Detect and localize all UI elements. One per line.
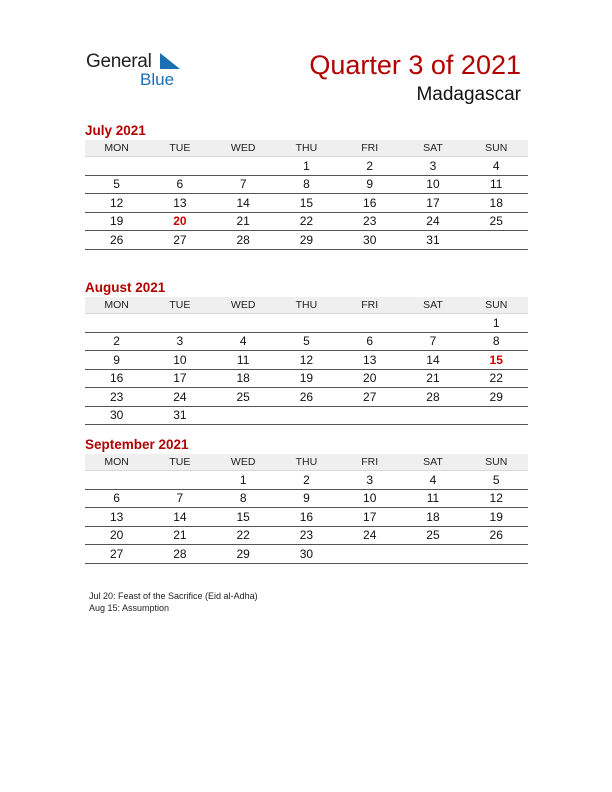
weekday-fri: FRI bbox=[361, 456, 379, 468]
day-cell: 22 bbox=[299, 214, 314, 229]
day-cell: 31 bbox=[426, 232, 440, 247]
week-row bbox=[85, 231, 528, 250]
week-row bbox=[85, 471, 528, 490]
day-cell: 16 bbox=[109, 371, 124, 386]
day-cell: 1 bbox=[303, 158, 310, 173]
day-cell: 26 bbox=[489, 528, 503, 543]
day-cell: 23 bbox=[299, 528, 314, 543]
day-cell: 25 bbox=[236, 389, 250, 404]
day-cell: 2 bbox=[113, 334, 120, 349]
day-cell: 13 bbox=[363, 352, 377, 367]
day-cell: 4 bbox=[492, 158, 500, 173]
day-cell: 29 bbox=[299, 232, 314, 247]
day-cell: 19 bbox=[299, 371, 314, 386]
day-cell: 26 bbox=[299, 389, 314, 404]
week-row bbox=[85, 370, 528, 389]
day-cell: 30 bbox=[109, 408, 124, 423]
weekday-sat: SAT bbox=[423, 456, 443, 468]
day-cell: 9 bbox=[113, 352, 120, 367]
month-title: September 2021 bbox=[85, 437, 189, 452]
weekday-mon: MON bbox=[104, 456, 129, 468]
day-cell: 21 bbox=[173, 528, 187, 543]
month-july bbox=[85, 122, 528, 250]
week-row bbox=[85, 314, 528, 333]
day-cell: 8 bbox=[492, 334, 500, 349]
day-cell: 21 bbox=[236, 214, 250, 229]
weekday-sun: SUN bbox=[485, 299, 508, 311]
weekday-thu: THU bbox=[295, 299, 318, 311]
weekday-header-row bbox=[85, 454, 528, 471]
day-cell: 11 bbox=[236, 352, 250, 367]
day-cell: 22 bbox=[236, 528, 250, 543]
weekday-thu: THU bbox=[295, 456, 318, 468]
weekday-wed: WED bbox=[230, 142, 256, 154]
day-cell: 24 bbox=[426, 214, 440, 229]
day-cell: 10 bbox=[173, 352, 187, 367]
weekday-wed: WED bbox=[230, 456, 256, 468]
week-row bbox=[85, 545, 528, 564]
day-cell: 9 bbox=[366, 177, 374, 192]
day-cell: 20 bbox=[109, 528, 124, 543]
day-cell: 7 bbox=[176, 491, 184, 506]
day-cell: 6 bbox=[366, 334, 374, 349]
day-cell: 3 bbox=[176, 334, 184, 349]
day-cell: 4 bbox=[239, 334, 247, 349]
day-cell: 17 bbox=[426, 195, 440, 210]
holiday-day-cell: 20 bbox=[173, 214, 187, 229]
weekday-sat: SAT bbox=[423, 299, 443, 311]
day-cell: 1 bbox=[492, 315, 500, 330]
day-cell: 18 bbox=[236, 371, 250, 386]
day-cell: 27 bbox=[109, 546, 124, 561]
day-cell: 11 bbox=[426, 491, 440, 506]
day-cell: 29 bbox=[236, 546, 250, 561]
day-cell: 8 bbox=[303, 177, 310, 192]
week-row bbox=[85, 388, 528, 407]
week-row bbox=[85, 407, 528, 426]
day-cell: 28 bbox=[173, 546, 187, 561]
logo-general-text: General bbox=[86, 51, 152, 72]
week-row bbox=[85, 176, 528, 195]
day-cell: 5 bbox=[492, 472, 500, 487]
day-cell: 5 bbox=[303, 334, 310, 349]
day-cell: 30 bbox=[299, 546, 314, 561]
day-cell: 3 bbox=[366, 472, 374, 487]
day-cell: 10 bbox=[426, 177, 440, 192]
day-cell: 12 bbox=[299, 352, 314, 367]
week-row bbox=[85, 213, 528, 232]
day-cell: 10 bbox=[363, 491, 377, 506]
day-cell: 24 bbox=[173, 389, 187, 404]
day-cell: 18 bbox=[489, 195, 503, 210]
day-cell: 2 bbox=[303, 472, 310, 487]
day-cell: 23 bbox=[363, 214, 377, 229]
day-cell: 17 bbox=[173, 371, 187, 386]
holiday-note: Jul 20: Feast of the Sacrifice (Eid al-Adha) bbox=[89, 591, 258, 601]
weekday-mon: MON bbox=[104, 142, 129, 154]
logo-blue-text: Blue bbox=[140, 70, 175, 89]
week-row bbox=[85, 333, 528, 352]
day-cell: 8 bbox=[239, 491, 247, 506]
weekday-sun: SUN bbox=[485, 456, 508, 468]
week-rows bbox=[85, 471, 528, 564]
day-cell: 7 bbox=[239, 177, 247, 192]
weekday-header-row bbox=[85, 297, 528, 314]
day-cell: 23 bbox=[109, 389, 124, 404]
day-cell: 20 bbox=[363, 371, 377, 386]
day-cell: 19 bbox=[489, 509, 503, 524]
day-cell: 2 bbox=[366, 158, 374, 173]
weekday-tue: TUE bbox=[169, 456, 191, 468]
day-cell: 6 bbox=[176, 177, 184, 192]
day-cell: 7 bbox=[429, 334, 437, 349]
month-august bbox=[85, 279, 528, 425]
day-cell: 1 bbox=[239, 472, 247, 487]
day-cell: 3 bbox=[429, 158, 437, 173]
day-cell: 15 bbox=[236, 509, 250, 524]
weekday-sat: SAT bbox=[423, 142, 443, 154]
day-cell: 11 bbox=[489, 177, 503, 192]
day-cell: 27 bbox=[173, 232, 187, 247]
day-cell: 13 bbox=[173, 195, 187, 210]
day-cell: 14 bbox=[236, 195, 250, 210]
week-rows bbox=[85, 157, 528, 250]
weekday-fri: FRI bbox=[361, 299, 379, 311]
day-cell: 16 bbox=[363, 195, 377, 210]
holiday-day-cell: 15 bbox=[489, 352, 503, 367]
day-cell: 14 bbox=[426, 352, 440, 367]
day-cell: 24 bbox=[363, 528, 377, 543]
month-title: August 2021 bbox=[85, 280, 166, 295]
weekday-header-row bbox=[85, 140, 528, 157]
week-row bbox=[85, 157, 528, 176]
day-cell: 29 bbox=[489, 389, 503, 404]
day-cell: 31 bbox=[173, 408, 187, 423]
day-cell: 19 bbox=[109, 214, 124, 229]
week-row bbox=[85, 351, 528, 370]
day-cell: 27 bbox=[363, 389, 377, 404]
week-row bbox=[85, 490, 528, 509]
week-row bbox=[85, 508, 528, 527]
weekday-tue: TUE bbox=[169, 299, 191, 311]
weekday-sun: SUN bbox=[485, 142, 508, 154]
day-cell: 12 bbox=[109, 195, 124, 210]
weekday-tue: TUE bbox=[169, 142, 191, 154]
day-cell: 21 bbox=[426, 371, 440, 386]
generalblue-logo bbox=[86, 51, 196, 91]
day-cell: 17 bbox=[363, 509, 377, 524]
day-cell: 9 bbox=[303, 491, 310, 506]
day-cell: 6 bbox=[113, 491, 120, 506]
month-title: July 2021 bbox=[85, 123, 146, 138]
day-cell: 26 bbox=[109, 232, 124, 247]
day-cell: 22 bbox=[489, 371, 503, 386]
week-row bbox=[85, 527, 528, 546]
week-row bbox=[85, 194, 528, 213]
day-cell: 4 bbox=[429, 472, 437, 487]
country-name: Madagascar bbox=[416, 84, 521, 105]
day-cell: 16 bbox=[299, 509, 314, 524]
day-cell: 18 bbox=[426, 509, 440, 524]
page-title: Quarter 3 of 2021 bbox=[309, 50, 521, 80]
weekday-wed: WED bbox=[230, 299, 256, 311]
day-cell: 5 bbox=[113, 177, 120, 192]
holiday-note: Aug 15: Assumption bbox=[89, 603, 170, 613]
day-cell: 28 bbox=[236, 232, 250, 247]
day-cell: 28 bbox=[426, 389, 440, 404]
weekday-mon: MON bbox=[104, 299, 129, 311]
day-cell: 12 bbox=[489, 491, 503, 506]
day-cell: 15 bbox=[299, 195, 314, 210]
week-rows bbox=[85, 314, 528, 425]
weekday-thu: THU bbox=[295, 142, 318, 154]
day-cell: 25 bbox=[489, 214, 503, 229]
day-cell: 30 bbox=[363, 232, 377, 247]
day-cell: 13 bbox=[109, 509, 124, 524]
day-cell: 14 bbox=[173, 509, 187, 524]
month-september bbox=[85, 436, 528, 564]
logo-triangle-icon bbox=[160, 53, 180, 69]
weekday-fri: FRI bbox=[361, 142, 379, 154]
day-cell: 25 bbox=[426, 528, 440, 543]
holiday-notes bbox=[89, 590, 258, 614]
